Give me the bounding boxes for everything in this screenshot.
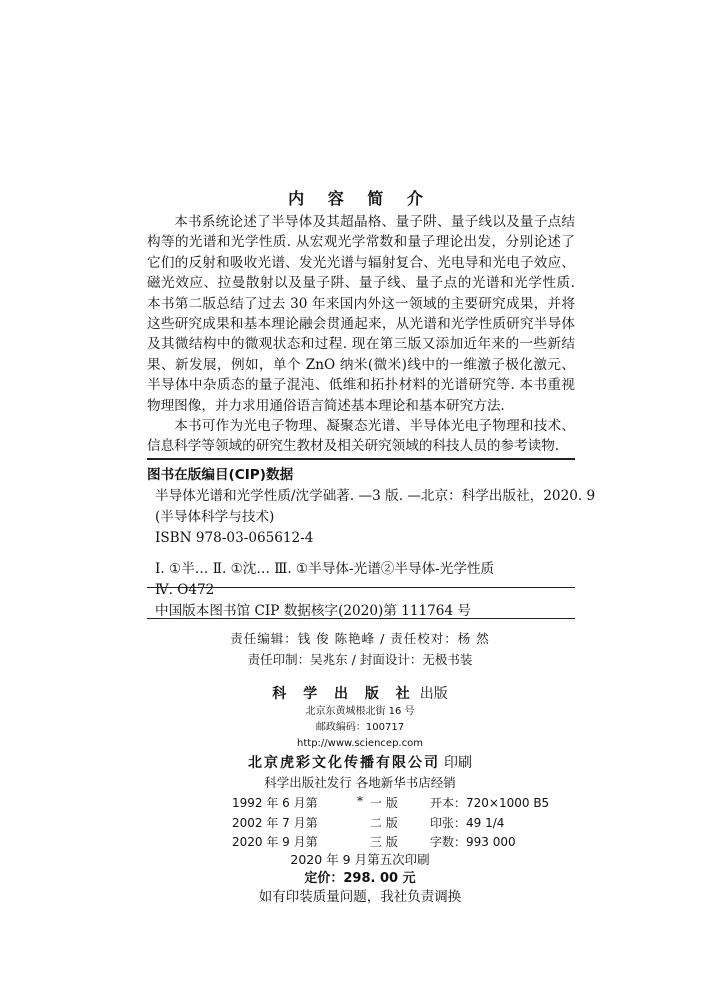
cip-block: [147, 465, 596, 622]
publisher-address: 北京东黄城根北街 16 号: [305, 706, 415, 717]
printer-suffix: 印刷: [444, 755, 472, 771]
edition-row: [232, 794, 549, 814]
print-credits: 责任印制：吴兆东 / 封面设计：无极书装: [247, 652, 473, 667]
publisher-suffix: 出版: [419, 686, 448, 702]
publisher-website: http://www.sciencep.com: [297, 738, 423, 749]
summary-title: 内 容 简 介: [288, 189, 432, 208]
edition-info: 印张：49 1/4: [430, 815, 505, 830]
edition-label: 一 版: [370, 796, 398, 810]
summary-paragraph-1: 本书系统论述了半导体及其超晶格、量子阱、量子线以及量子点结构等的光谱和光学性质. 从宏观光学常数和量子理论出发，分别论述了它们的反射和吸收光谱、发光光谱与辐射复合、光电导和光电子效应、磁光效应、拉曼散射以及量子阱、量子线、量子点的光谱和光学性质. 本书第二版总结了过去 30 年来国内外这一领域的主要研究成果，并将这些研究成果和基本理论融会贯通起来，从光谱和光学性质研究半导体及其微结构中的微观状态和过程. 现在第三版又添加近年来的一些新结果、新发展，例如，单个 ZnO 纳米(微米)线中的一维激子极化激元、半导体中杂质态的量子混沌、低维和拓扑材料的光谱研究等. 本书重视物理图像，并力求用通俗语言简述基本理论和基本研究方法.: [147, 214, 575, 414]
separator-star: *: [357, 794, 363, 808]
printer-name: 北京虎彩文化传播有限公司: [248, 755, 440, 771]
cip-class-number: Ⅳ. O472: [155, 582, 215, 598]
cip-mid-rule: [147, 587, 575, 588]
edition-date: 2002 年 7 月第: [232, 815, 318, 830]
edition-label: 三 版: [370, 835, 398, 849]
price-block: [0, 850, 720, 907]
printing-info: 2020 年 9 月第五次印刷: [290, 852, 430, 867]
summary-paragraph-2: 本书可作为光电子物理、凝聚态光谱、半导体光电子物理和技术、信息科学等领域的研究生教材及相关研究领域的科技人员的参考读物.: [147, 418, 575, 455]
summary-text: [147, 212, 575, 457]
publisher-block: [0, 683, 720, 809]
publisher-name: 科 学 出 版 社: [272, 686, 416, 702]
edition-table: [232, 794, 549, 853]
cip-series: (半导体科学与技术): [155, 509, 275, 525]
edition-info: 开本：720×1000 B5: [430, 796, 550, 810]
cip-core-number: 中国版本图书馆 CIP 数据核字(2020)第 111764 号: [155, 603, 472, 619]
edition-info: 字数：993 000: [430, 835, 516, 849]
edition-label: 二 版: [370, 815, 398, 830]
edition-date: 1992 年 6 月第: [232, 796, 318, 810]
edition-row: [232, 814, 549, 834]
credits: [0, 628, 720, 670]
cip-bottom-rule: [147, 618, 575, 619]
price: 定价：298. 00 元: [304, 871, 416, 886]
cip-heading: 图书在版编目(CIP)数据: [147, 467, 294, 483]
cip-classification: Ⅰ. ①半… Ⅱ. ①沈… Ⅲ. ①半导体-光谱②半导体-光学性质: [155, 561, 495, 577]
publisher-postcode: 邮政编码：100717: [315, 722, 405, 733]
edition-date: 2020 年 9 月第: [232, 835, 318, 849]
cip-title-line: 半导体光谱和光学性质/沈学础著. —3 版. —北京：科学出版社，2020. 9: [155, 488, 596, 504]
distribution-line: 科学出版社发行 各地新华书店经销: [264, 775, 456, 790]
editor-credits: 责任编辑：钱 俊 陈艳峰 / 责任校对：杨 然: [230, 631, 490, 646]
cip-top-rule: [147, 458, 575, 460]
quality-notice: 如有印装质量问题，我社负责调换: [258, 889, 462, 905]
cip-isbn: ISBN 978-03-065612-4: [155, 530, 314, 546]
